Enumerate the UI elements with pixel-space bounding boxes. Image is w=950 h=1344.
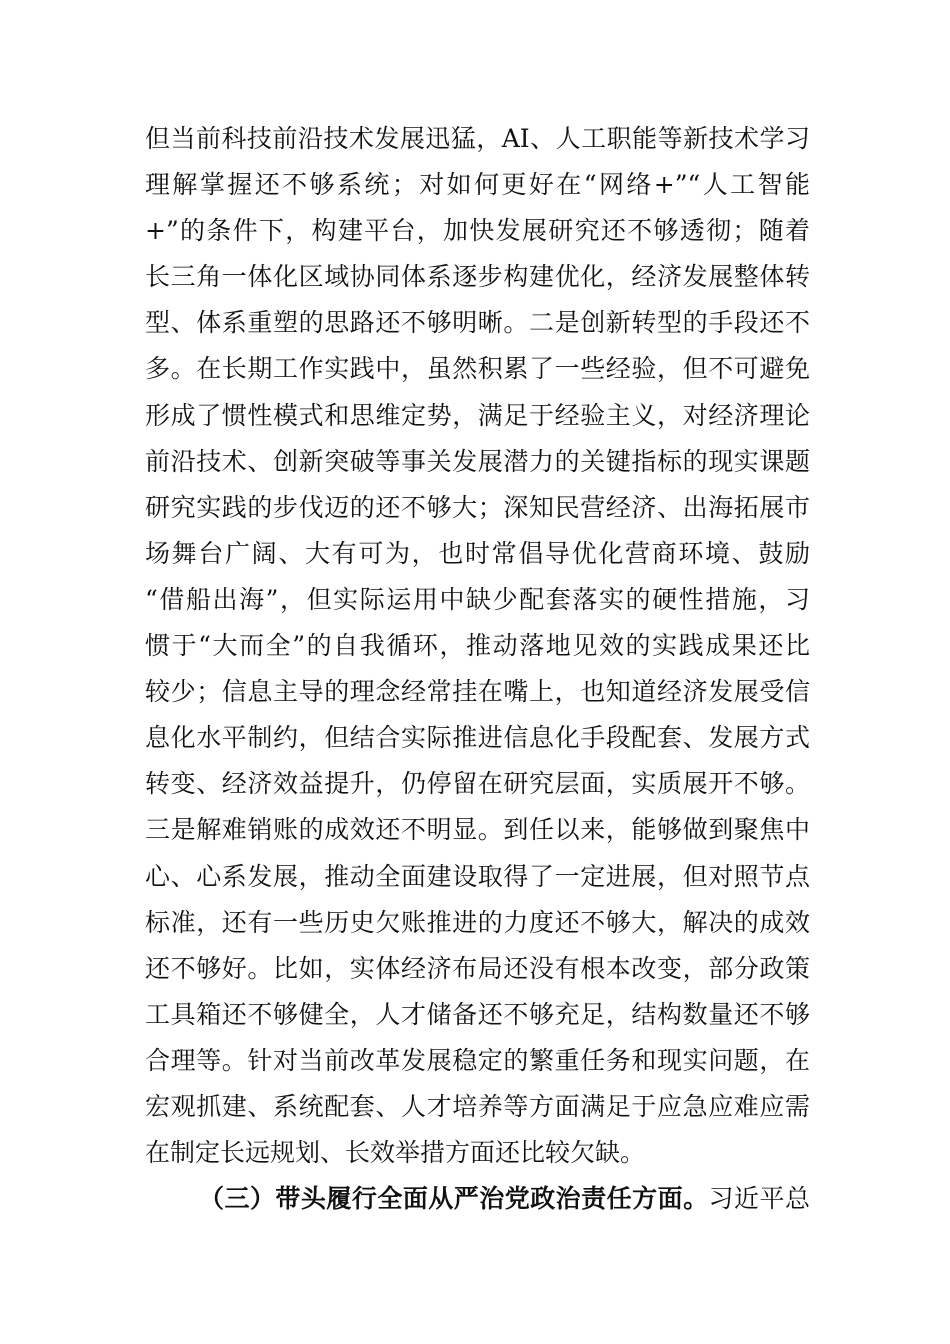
text-line-2: 理解掌握还不够系统；对如何更好在“网络+”“人工智能: [145, 170, 810, 200]
section-continuation: 习近平总: [708, 1184, 810, 1214]
text-line-14: 息化水平制约，但结合实际推进信息化手段配套、发展方式: [145, 723, 810, 753]
section-heading: （三）带头履行全面从严治党政治责任方面。: [199, 1184, 709, 1214]
body-text: [145, 116, 810, 1222]
text-line-1: 但当前科技前沿技术发展迅猛，AI、人工职能等新技术学习: [145, 124, 810, 153]
section-heading-line: [145, 1176, 810, 1222]
text-line-21: 合理等。针对当前改革发展稳定的繁重任务和现实问题，在: [145, 1045, 810, 1075]
text-line-23: 在制定长远规划、长效举措方面还比较欠缺。: [145, 1138, 646, 1168]
text-line-4: 长三角一体化区域协同体系逐步构建优化，经济发展整体转: [145, 262, 810, 292]
text-line-10: 场舞台广阔、大有可为，也时常倡导优化营商环境、鼓励: [145, 538, 810, 568]
text-line-12: 惯于“大而全”的自我循环，推动落地见效的实践成果还比: [145, 631, 810, 661]
text-line-22: 宏观抓建、系统配套、人才培养等方面满足于应急应难应需: [145, 1091, 810, 1121]
text-line-8: 前沿技术、创新突破等事关发展潜力的关键指标的现实课题: [145, 446, 810, 476]
text-line-20: 工具箱还不够健全，人才储备还不够充足，结构数量还不够: [145, 999, 810, 1029]
text-line-13: 较少；信息主导的理念经常挂在嘴上，也知道经济发展受信: [145, 677, 810, 707]
text-line-18: 标准，还有一些历史欠账推进的力度还不够大，解决的成效: [145, 907, 810, 937]
text-line-19: 还不够好。比如，实体经济布局还没有根本改变，部分政策: [145, 953, 810, 983]
text-line-16: 三是解难销账的成效还不明显。到任以来，能够做到聚焦中: [145, 815, 810, 845]
text-line-7: 形成了惯性模式和思维定势，满足于经验主义，对经济理论: [145, 400, 810, 430]
text-line-5: 型、体系重塑的思路还不够明晰。二是创新转型的手段还不: [145, 308, 810, 338]
text-line-17: 心、心系发展，推动全面建设取得了一定进展，但对照节点: [145, 861, 810, 891]
text-line-6: 多。在长期工作实践中，虽然积累了一些经验，但不可避免: [145, 354, 810, 384]
text-line-15: 转变、经济效益提升，仍停留在研究层面，实质展开不够。: [145, 769, 810, 799]
text-line-3: +”的条件下，构建平台，加快发展研究还不够透彻；随着: [145, 216, 810, 246]
text-line-9: 研究实践的步伐迈的还不够大；深知民营经济、出海拓展市: [145, 492, 810, 522]
text-line-11: “借船出海”，但实际运用中缺少配套落实的硬性措施，习: [145, 584, 810, 614]
